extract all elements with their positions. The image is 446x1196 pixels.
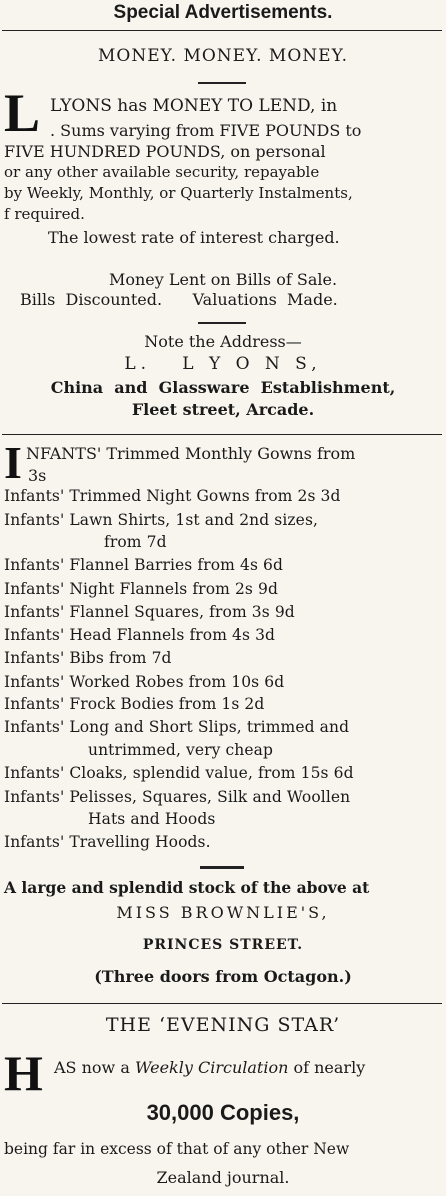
excess-line: being far in excess of that of any other New — [4, 1140, 350, 1158]
infants-item-11: Infants' Cloaks, splendid value, from 15s 6d — [4, 764, 354, 782]
journal-line: Zealand journal. — [156, 1168, 290, 1187]
copies-line: 30,000 Copies, — [146, 1100, 300, 1125]
interest-rate-line: The lowest rate of interest charged. — [48, 228, 340, 247]
services-line-2: Bills Discounted. Valuations Made. — [20, 290, 338, 309]
divider — [2, 1003, 442, 1004]
circulation-line-end: of nearly — [288, 1058, 366, 1077]
address-note: Note the Address— — [144, 332, 302, 351]
short-divider — [198, 322, 246, 324]
top-divider — [2, 30, 442, 31]
lyons-body-line-6: f required. — [4, 205, 85, 223]
infants-first-price: 3s — [28, 466, 47, 485]
street-line: Fleet street, Arcade. — [131, 400, 315, 419]
section-title: Special Advertisements. — [113, 2, 333, 23]
infants-item-3: Infants' Flannel Barries from 4s 6d — [4, 556, 284, 574]
circulation-emphasis: Weekly Circulation — [134, 1058, 289, 1077]
infants-item-7: Infants' Bibs from 7d — [4, 649, 172, 667]
infants-item-9: Infants' Frock Bodies from 1s 2d — [4, 695, 265, 713]
infants-first-line: NFANTS' Trimmed Monthly Gowns from — [26, 444, 356, 463]
infants-item-10-continued: untrimmed, very cheap — [88, 741, 274, 759]
short-divider — [200, 866, 244, 869]
divider — [2, 434, 442, 435]
infants-item-2-continued: from 7d — [104, 533, 167, 551]
circulation-line — [54, 1058, 365, 1077]
lyons-body-line-4: or any other available security, repayable — [4, 163, 320, 181]
infants-item-1: Infants' Trimmed Night Gowns from 2s 3d — [4, 487, 341, 505]
establishment-line: China and Glassware Establishment, — [50, 378, 396, 397]
infants-item-12-continued: Hats and Hoods — [88, 810, 216, 828]
lyons-body-line-5: by Weekly, Monthly, or Quarterly Instalments, — [4, 184, 353, 202]
lyons-body-line-3: FIVE HUNDRED POUNDS, on personal — [4, 142, 326, 161]
infants-item-12: Infants' Pelisses, Squares, Silk and Woollen — [4, 788, 351, 806]
shop-name: MISS BROWNLIE'S, — [116, 903, 330, 922]
infants-item-8: Infants' Worked Robes from 10s 6d — [4, 673, 285, 691]
location-line: (Three doors from Octagon.) — [94, 967, 352, 986]
lyons-body-line-2: . Sums varying from FIVE POUNDS to — [50, 121, 362, 140]
drop-cap-h: H — [4, 1045, 43, 1101]
infants-item-10: Infants' Long and Short Slips, trimmed and — [4, 718, 350, 736]
short-divider — [198, 82, 246, 84]
infants-item-6: Infants' Head Flannels from 4s 3d — [4, 626, 276, 644]
infants-item-13: Infants' Travelling Hoods. — [4, 833, 211, 851]
drop-cap-i: I — [4, 437, 22, 488]
services-line-1: Money Lent on Bills of Sale. — [108, 270, 338, 289]
infants-item-4: Infants' Night Flannels from 2s 9d — [4, 580, 278, 598]
drop-cap-l: L — [4, 83, 41, 143]
money-headline: MONEY. MONEY. MONEY. — [98, 46, 348, 66]
lyons-name: L. L Y O N S, — [124, 354, 322, 374]
princes-street: PRINCES STREET. — [142, 937, 304, 953]
infants-item-5: Infants' Flannel Squares, from 3s 9d — [4, 603, 295, 621]
evening-star-headline: THE ‘EVENING STAR’ — [105, 1014, 341, 1036]
lyons-body-line-1: LYONS has MONEY TO LEND, in — [50, 96, 338, 116]
stock-line: A large and splendid stock of the above at — [4, 878, 370, 897]
circulation-line-start: AS now a — [54, 1058, 135, 1077]
infants-item-2: Infants' Lawn Shirts, 1st and 2nd sizes, — [4, 511, 319, 529]
